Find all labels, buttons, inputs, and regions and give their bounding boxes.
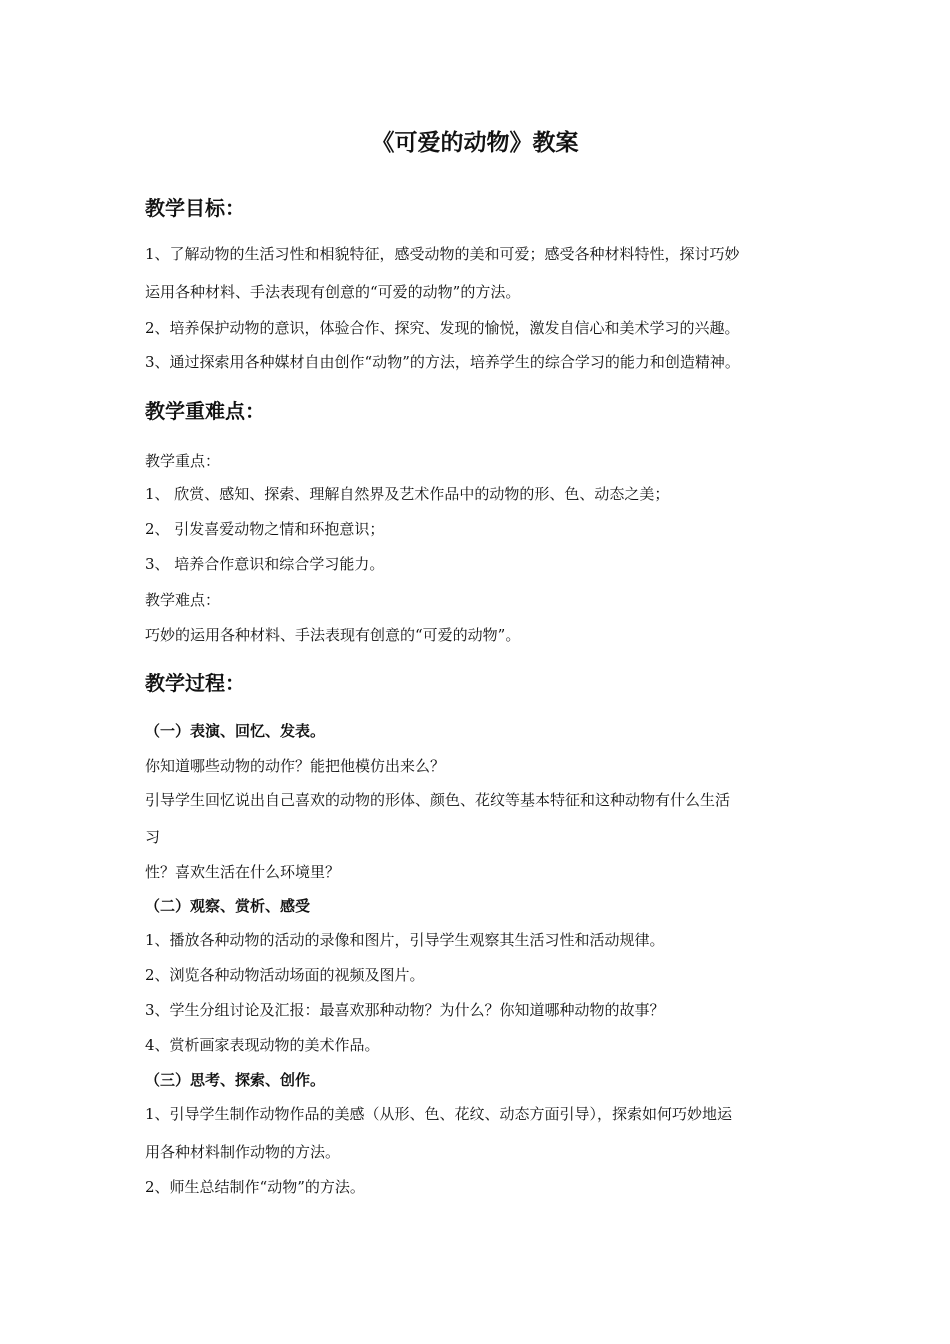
process-line: 1、播放各种动物的活动的录像和图片，引导学生观察其生活习性和活动规律。 (145, 931, 665, 949)
process-line: 引导学生回忆说出自己喜欢的动物的形体、颜色、花纹等基本特征和这种动物有什么生活 (145, 791, 731, 809)
objectives-line: 1、了解动物的生活习性和相貌特征，感受动物的美和可爱；感受各种材料特性，探讨巧妙 (145, 245, 740, 263)
process-line: 4、赏析画家表现动物的美术作品。 (145, 1036, 380, 1054)
document-title: 《可爱的动物》教案 (371, 129, 579, 156)
keypoints-line: 巧妙的运用各种材料、手法表现有创意的“可爱的动物”。 (145, 626, 521, 644)
process-line: 2、浏览各种动物活动场面的视频及图片。 (145, 966, 425, 984)
process-line: 用各种材料制作动物的方法。 (145, 1143, 341, 1161)
process-part2-title: （二）观察、赏析、感受 (145, 897, 311, 915)
keypoints-line: 教学难点： (145, 591, 221, 609)
process-line: 3、学生分组讨论及汇报：最喜欢那种动物？为什么？你知道哪种动物的故事？ (145, 1001, 665, 1019)
process-line: 习 (145, 828, 161, 846)
objectives-heading: 教学目标： (145, 196, 245, 220)
process-line: 1、引导学生制作动物作品的美感（从形、色、花纹、动态方面引导），探索如何巧妙地运 (145, 1105, 733, 1123)
keypoints-heading: 教学重难点： (145, 399, 265, 423)
objectives-line: 运用各种材料、手法表现有创意的“可爱的动物”的方法。 (145, 283, 521, 301)
keypoints-line: 1、 欣赏、感知、探索、理解自然界及艺术作品中的动物的形、色、动态之美； (145, 485, 670, 503)
objectives-line: 3、通过探索用各种媒材自由创作“动物”的方法，培养学生的综合学习的能力和创造精神。 (145, 353, 740, 371)
process-line: 2、师生总结制作“动物”的方法。 (145, 1178, 365, 1196)
keypoints-line: 3、 培养合作意识和综合学习能力。 (145, 555, 385, 573)
process-part1-title: （一）表演、回忆、发表。 (145, 722, 326, 740)
process-heading: 教学过程： (145, 671, 245, 695)
keypoints-line: 2、 引发喜爱动物之情和环抱意识； (145, 520, 385, 538)
keypoints-line: 教学重点： (145, 452, 221, 470)
objectives-line: 2、培养保护动物的意识，体验合作、探究、发现的愉悦，激发自信心和美术学习的兴趣。 (145, 319, 740, 337)
process-part3-title: （三）思考、探索、创作。 (145, 1071, 326, 1089)
process-line: 性？喜欢生活在什么环境里？ (145, 863, 341, 881)
process-line: 你知道哪些动物的动作？能把他模仿出来么？ (145, 757, 446, 775)
